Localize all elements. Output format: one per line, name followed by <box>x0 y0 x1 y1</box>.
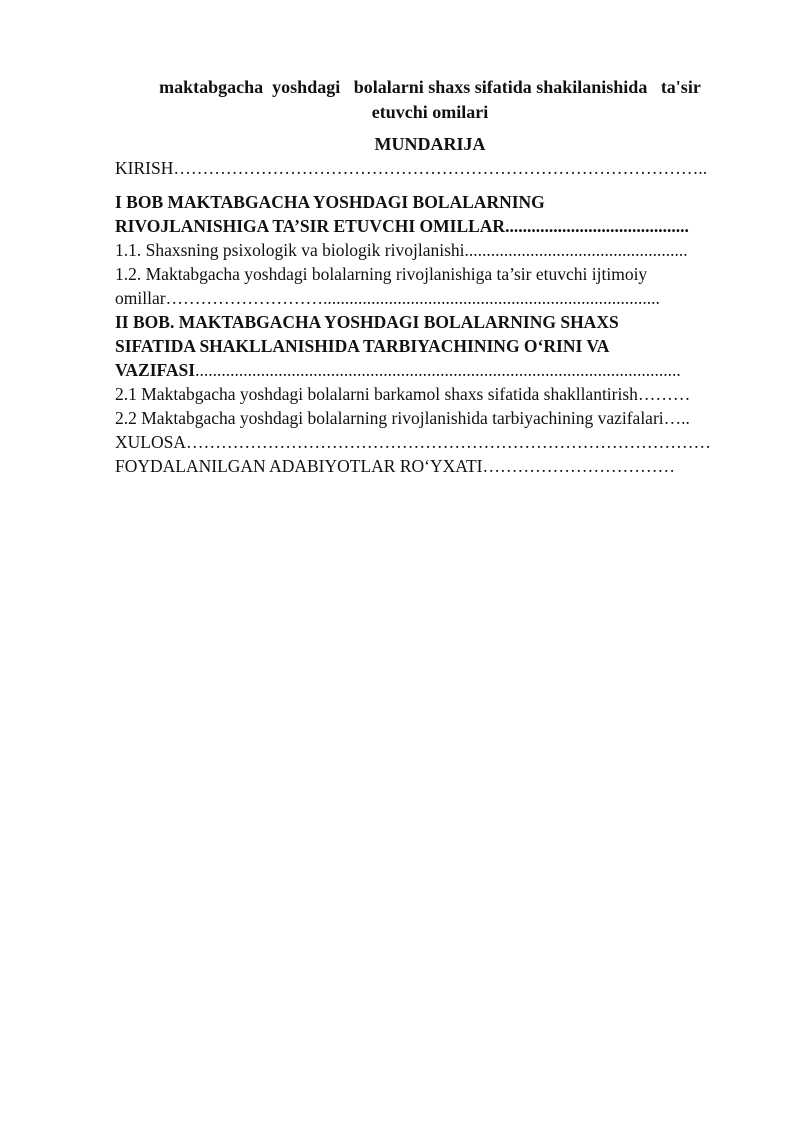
document-title <box>100 75 760 125</box>
toc-entry-1-1: 1.1. Shaxsning psixologik va biologik rivojlanishi................................................... <box>115 240 688 260</box>
toc-entry-1-2-line-1: 1.2. Maktabgacha yoshdagi bolalarning rivojlanishiga ta’sir etuvchi ijtimoiy <box>115 264 648 284</box>
toc-entry-xulosa: XULOSA……………………………………………………………………………… <box>115 432 711 452</box>
table-of-contents <box>115 156 743 478</box>
title-line-2: etuvchi omilari <box>371 102 489 122</box>
toc-entry-2-1: 2.1 Maktabgacha yoshdagi bolalarni barkamol shaxs sifatida shakllantirish……… <box>115 384 691 404</box>
toc-chapter-2-leader: ............................................................................................................... <box>195 360 681 380</box>
toc-chapter-2-line-2: SIFATIDA SHAKLLANISHIDA TARBIYACHINING O‘RINI VA <box>115 336 610 356</box>
toc-chapter-1-line-2: RIVOJLANISHIGA TA’SIR ETUVCHI OMILLAR.......................................... <box>115 216 689 236</box>
toc-entry-1-2-line-2: omillar………………………............................................................................. <box>115 288 660 308</box>
toc-chapter-2-line-1: II BOB. MAKTABGACHA YOSHDAGI BOLALARNING SHAXS <box>115 312 619 332</box>
title-line-1: maktabgacha yoshdagi bolalarni shaxs sifatida shakilanishida ta'sir <box>159 77 701 97</box>
toc-entry-2-2: 2.2 Maktabgacha yoshdagi bolalarning rivojlanishida tarbiyachining vazifalari….. <box>115 408 690 428</box>
toc-chapter-2-label: VAZIFASI <box>115 360 196 380</box>
toc-entry-adabiyotlar: FOYDALANILGAN ADABIYOTLAR RO‘YXATI…………………………… <box>115 456 675 476</box>
toc-chapter-2-line-3 <box>115 358 743 382</box>
toc-chapter-1-line-1: I BOB MAKTABGACHA YOSHDAGI BOLALARNING <box>115 192 545 212</box>
toc-entry-kirish: KIRISH……………………………………………………………………………….. <box>115 158 708 178</box>
toc-heading: MUNDARIJA <box>374 134 486 154</box>
